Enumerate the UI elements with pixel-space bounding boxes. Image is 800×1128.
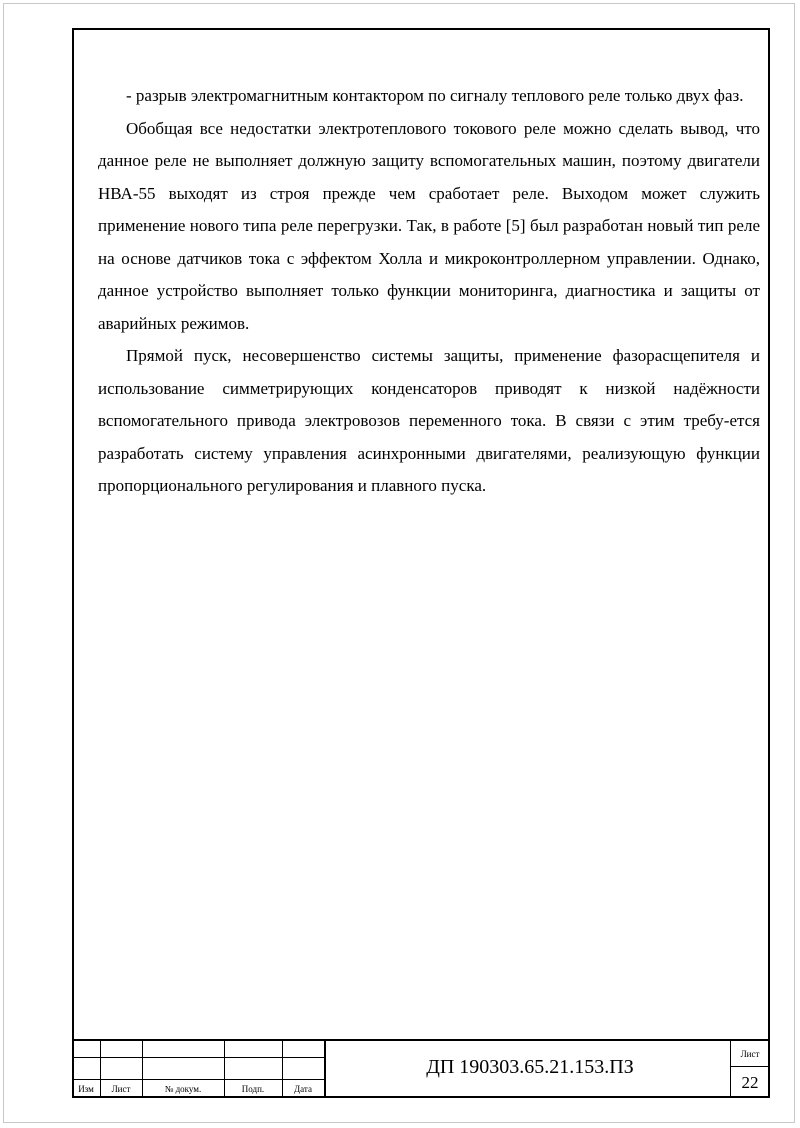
title-block bbox=[72, 1039, 770, 1098]
label-date: Дата bbox=[294, 1084, 312, 1094]
label-doc-no: № докум. bbox=[164, 1084, 202, 1094]
paragraph-3: Прямой пуск, несовершенство системы защиты, применение фазорасщепителя и использование симметрирующих конденсаторов приводят к низкой надёжности вспомогательного привода электровозов переменного тока. В связи с этим требу-ется разработать систему управления асинхронными двигателями, реализующую функции пропорционального регулирования и плавного пуска. bbox=[98, 346, 760, 495]
sheet-number: 22 bbox=[741, 1073, 759, 1092]
stamp-row-line bbox=[72, 1079, 324, 1080]
stamp-divider bbox=[324, 1041, 326, 1098]
label-izm: Изм bbox=[78, 1084, 94, 1094]
stamp-row-line bbox=[730, 1066, 770, 1067]
document-designation: ДП 190303.65.21.153.ПЗ bbox=[426, 1056, 634, 1078]
document-body bbox=[98, 80, 760, 503]
paragraph-1: - разрыв электромагнитным контактором по сигналу теплового реле только двух фаз. bbox=[126, 86, 744, 105]
label-sign: Подп. bbox=[241, 1084, 265, 1094]
label-list: Лист bbox=[111, 1084, 131, 1094]
paragraph-2: Обобщая все недостатки электротеплового токового реле можно сделать вывод, что данное реле не выполняет должную защиту вспомогательных машин, поэтому двигатели НВА-55 выходят из строя прежде чем сработает реле. Выходом может служить применение нового типа реле перегрузки. Так, в работе [5] был разработан новый тип реле на основе датчиков тока с эффектом Холла и микроконтроллерном управлении. Однако, данное устройство выполняет только функции мониторинга, диагностика и защиты от аварийных режимов. bbox=[98, 118, 760, 333]
stamp-row-line bbox=[72, 1057, 324, 1058]
sheet-caption: Лист bbox=[740, 1049, 760, 1059]
